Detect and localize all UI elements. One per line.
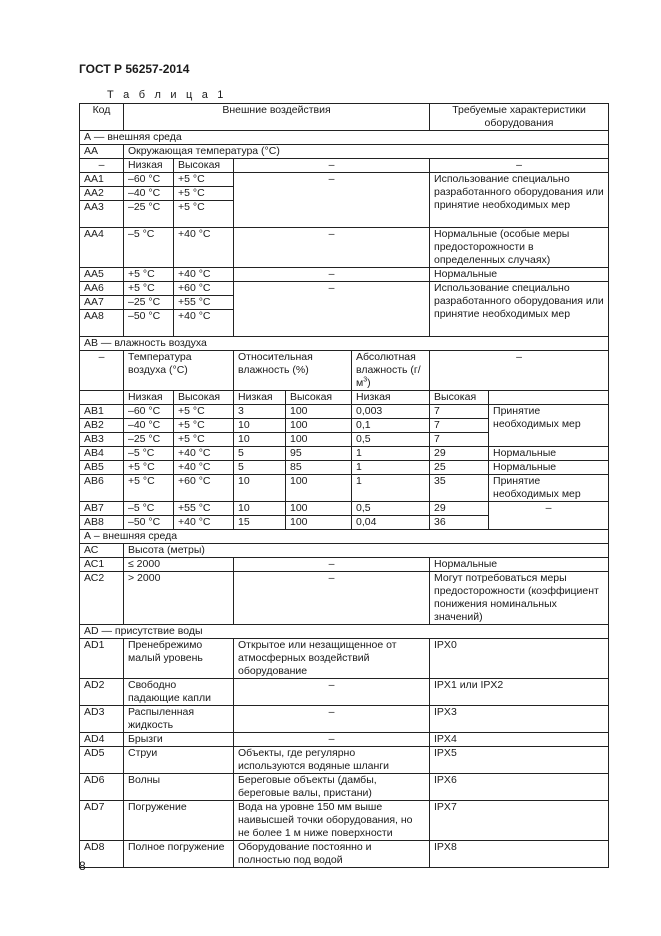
cell-temp-low: +5 °С: [124, 475, 174, 502]
cell-abs-high: 7: [430, 433, 489, 447]
cell-high: +60 °С: [174, 282, 234, 296]
cell-code: АА7: [80, 296, 124, 310]
table-row: [80, 405, 609, 419]
section-row: [80, 625, 609, 639]
cell-description: –: [234, 679, 430, 706]
cell-requirement: Нормальные: [489, 447, 609, 461]
header-required: Требуемые характеристики оборудования: [430, 104, 609, 131]
cell-rel-low: 5: [234, 447, 286, 461]
cell-description: Вода на уровне 150 мм выше наивысшей точки оборудования, но не более 1 м ниже поверхности: [234, 801, 430, 841]
cell-code: АВ5: [80, 461, 124, 475]
cell-temp-low: –50 °С: [124, 516, 174, 530]
cell-code: АА6: [80, 282, 124, 296]
table-row: [80, 268, 609, 282]
cell-abs-low: 0,1: [352, 419, 430, 433]
cell-code: АА3: [80, 201, 124, 228]
cell-low-label: Низкая: [352, 391, 430, 405]
cell-low: –40 °С: [124, 187, 174, 201]
table-row: [80, 639, 609, 679]
subheader-row: [80, 391, 609, 405]
cell-abs-low: 1: [352, 461, 430, 475]
cell-code: AD1: [80, 639, 124, 679]
cell-value: ≤ 2000: [124, 558, 234, 572]
cell-code: АА4: [80, 228, 124, 268]
cell-code: АА1: [80, 173, 124, 187]
cell-high-label: Высокая: [286, 391, 352, 405]
section-row: [80, 337, 609, 351]
cell-requirement: IPX5: [430, 747, 609, 774]
cell-temp-high: +60 °С: [174, 475, 234, 502]
cell-temp-high: +5 °С: [174, 419, 234, 433]
cell-abs-low: 0,5: [352, 433, 430, 447]
header-influences: Внешние воздействия: [124, 104, 430, 131]
cell-rel-low: 15: [234, 516, 286, 530]
cell-description: –: [234, 706, 430, 733]
cell-low-label: Низкая: [234, 391, 286, 405]
cell-name: Полное погружение: [124, 841, 234, 868]
cell-rel-high: 100: [286, 433, 352, 447]
cell-temp-high: +5 °С: [174, 433, 234, 447]
cell-rel-low: 10: [234, 433, 286, 447]
section-title: А — внешняя среда: [80, 131, 609, 145]
cell-name: Брызги: [124, 733, 234, 747]
table-row: [80, 502, 609, 516]
cell-abs-low: 0,5: [352, 502, 430, 516]
cell-low: –5 °С: [124, 228, 174, 268]
cell-rel-high: 100: [286, 419, 352, 433]
cell-high: +5 °С: [174, 187, 234, 201]
cell-dash: –: [489, 502, 609, 530]
cell-requirement: Принятие необходимых мер: [489, 405, 609, 447]
cell-requirement: IPX3: [430, 706, 609, 733]
col-temperature: Температура воздуха (°С): [124, 351, 234, 391]
cell-dash: –: [80, 351, 124, 391]
cell-code: АВ8: [80, 516, 124, 530]
cell-requirement: Использование специально разработанного оборудования или принятие необходимых мер: [430, 173, 609, 228]
cell-name: Погружение: [124, 801, 234, 841]
cell-requirement: IPX7: [430, 801, 609, 841]
group-row: [80, 145, 609, 159]
cell-code: АС: [80, 544, 124, 558]
cell-dash: –: [234, 173, 430, 228]
group-title: Окружающая температура (°С): [124, 145, 609, 159]
cell-description: –: [234, 733, 430, 747]
subheader-row: [80, 351, 609, 391]
group-row: [80, 544, 609, 558]
cell-temp-low: –5 °С: [124, 502, 174, 516]
table-row: [80, 801, 609, 841]
table-caption: Т а б л и ц а 1: [107, 89, 227, 101]
table-row: [80, 841, 609, 868]
document-header: ГОСТ Р 56257-2014: [79, 62, 190, 76]
table-row: [80, 475, 609, 502]
cell-temp-high: +40 °С: [174, 461, 234, 475]
cell-abs-low: 1: [352, 475, 430, 502]
cell-high-label: Высокая: [430, 391, 489, 405]
cell-temp-high: +40 °С: [174, 516, 234, 530]
section-title: AD — присутствие воды: [80, 625, 609, 639]
cell-requirement: Нормальные: [430, 558, 609, 572]
cell-low: +5 °С: [124, 268, 174, 282]
cell-temp-low: +5 °С: [124, 461, 174, 475]
cell-code: АВ1: [80, 405, 124, 419]
cell-high-label: Высокая: [174, 159, 234, 173]
cell-high: +5 °С: [174, 201, 234, 228]
page-number: 8: [79, 859, 86, 873]
col-relative-humidity: Относительная влажность (%): [234, 351, 352, 391]
cell-temp-high: +5 °С: [174, 405, 234, 419]
cell-dash: –: [234, 558, 430, 572]
cell-rel-low: 10: [234, 502, 286, 516]
cell-requirement: Принятие необходимых мер: [489, 475, 609, 502]
cell-code: AD5: [80, 747, 124, 774]
cell-dash: –: [234, 159, 430, 173]
cell-abs-high: 29: [430, 447, 489, 461]
cell-code: AD6: [80, 774, 124, 801]
cell-dash: –: [234, 572, 430, 625]
cell-requirement: Нормальные: [430, 268, 609, 282]
table-row: [80, 572, 609, 625]
cell-dash: –: [234, 282, 430, 337]
cell-requirement: Нормальные (особые меры предосторожности в определенных случаях): [430, 228, 609, 268]
cell-code: AD8: [80, 841, 124, 868]
cell-temp-low: –25 °С: [124, 433, 174, 447]
cell-code: АА: [80, 145, 124, 159]
cell-name: Свободно падающие капли: [124, 679, 234, 706]
cell-code: АА2: [80, 187, 124, 201]
cell-code: AD3: [80, 706, 124, 733]
cell-requirement: IPX1 или IPX2: [430, 679, 609, 706]
cell-low: –60 °С: [124, 173, 174, 187]
cell-low: –25 °С: [124, 201, 174, 228]
table-header-row: [80, 104, 609, 131]
cell-requirement: IPX6: [430, 774, 609, 801]
cell-rel-high: 95: [286, 447, 352, 461]
cell-rel-low: 3: [234, 405, 286, 419]
cell-dash: –: [430, 159, 609, 173]
cell-low: –25 °С: [124, 296, 174, 310]
cell-high: +5 °С: [174, 173, 234, 187]
cell-dash: –: [80, 159, 124, 173]
cell-rel-low: 10: [234, 475, 286, 502]
cell-description: Открытое или незащищенное от атмосферных воздействий оборудование: [234, 639, 430, 679]
cell-requirement: Могут потребоваться меры предосторожности (коэффициент понижения номинальных значений): [430, 572, 609, 625]
cell-abs-high: 7: [430, 419, 489, 433]
cell-temp-high: +40 °С: [174, 447, 234, 461]
cell-rel-high: 100: [286, 516, 352, 530]
cell-rel-high: 100: [286, 475, 352, 502]
group-title: Высота (метры): [124, 544, 609, 558]
cell-high: +55 °С: [174, 296, 234, 310]
section-row: [80, 530, 609, 544]
cell-code: АВ7: [80, 502, 124, 516]
cell-rel-low: 5: [234, 461, 286, 475]
cell-abs-high: 29: [430, 502, 489, 516]
cell-code: AD2: [80, 679, 124, 706]
subheader-row: [80, 159, 609, 173]
cell-high-label: Высокая: [174, 391, 234, 405]
cell-temp-high: +55 °С: [174, 502, 234, 516]
cell-rel-low: 10: [234, 419, 286, 433]
cell-high: +40 °С: [174, 310, 234, 337]
cell-low: +5 °С: [124, 282, 174, 296]
table-row: [80, 173, 609, 187]
cell-abs-low: 0,04: [352, 516, 430, 530]
table-row: [80, 558, 609, 572]
table-row: [80, 706, 609, 733]
cell-abs-high: 36: [430, 516, 489, 530]
table-row: [80, 282, 609, 296]
cell-description: Оборудование постоянно и полностью под водой: [234, 841, 430, 868]
cell-requirement: IPX8: [430, 841, 609, 868]
cell-code: АВ4: [80, 447, 124, 461]
cell-name: Струи: [124, 747, 234, 774]
cell-code: АА8: [80, 310, 124, 337]
cell-dash: –: [234, 228, 430, 268]
cell-dash: –: [430, 351, 609, 391]
cell-requirement: Нормальные: [489, 461, 609, 475]
cell-name: Волны: [124, 774, 234, 801]
cell-rel-high: 100: [286, 405, 352, 419]
cell-dash: –: [234, 268, 430, 282]
header-code: Код: [80, 104, 124, 131]
cell-rel-high: 100: [286, 502, 352, 516]
table-row: [80, 733, 609, 747]
cell-low-label: Низкая: [124, 391, 174, 405]
table-row: [80, 447, 609, 461]
table-row: [80, 679, 609, 706]
cell-description: Береговые объекты (дамбы, береговые валы, пристани): [234, 774, 430, 801]
cell-low-label: Низкая: [124, 159, 174, 173]
table-row: [80, 747, 609, 774]
section-row: [80, 131, 609, 145]
cell-code: АС1: [80, 558, 124, 572]
table-row: [80, 774, 609, 801]
standards-table: [79, 103, 609, 868]
cell-code: АВ2: [80, 419, 124, 433]
cell-name: Распыленная жидкость: [124, 706, 234, 733]
cell-requirement: IPX0: [430, 639, 609, 679]
table-row: [80, 461, 609, 475]
cell-temp-low: –60 °С: [124, 405, 174, 419]
cell-code: АА5: [80, 268, 124, 282]
cell-abs-low: 0,003: [352, 405, 430, 419]
cell-code: AD4: [80, 733, 124, 747]
cell-high: +40 °С: [174, 228, 234, 268]
cell-value: > 2000: [124, 572, 234, 625]
cell-rel-high: 85: [286, 461, 352, 475]
cell-code: АС2: [80, 572, 124, 625]
cell-code: AD7: [80, 801, 124, 841]
cell-code: АВ3: [80, 433, 124, 447]
cell-requirement: IPX4: [430, 733, 609, 747]
cell-low: –50 °С: [124, 310, 174, 337]
cell-description: Объекты, где регулярно используются водяные шланги: [234, 747, 430, 774]
cell-abs-high: 25: [430, 461, 489, 475]
cell-temp-low: –40 °С: [124, 419, 174, 433]
cell-code: АВ6: [80, 475, 124, 502]
cell-temp-low: –5 °С: [124, 447, 174, 461]
table-row: [80, 228, 609, 268]
cell-requirement: Использование специально разработанного оборудования или принятие необходимых мер: [430, 282, 609, 337]
cell-high: +40 °С: [174, 268, 234, 282]
cell-abs-low: 1: [352, 447, 430, 461]
section-title: АВ — влажность воздуха: [80, 337, 609, 351]
cell-name: Пренебрежимо малый уровень: [124, 639, 234, 679]
cell-abs-high: 35: [430, 475, 489, 502]
cell-abs-high: 7: [430, 405, 489, 419]
section-title: А – внешняя среда: [80, 530, 609, 544]
col-absolute-humidity: Абсолютная влажность $(г/м^3)$: [352, 351, 430, 391]
